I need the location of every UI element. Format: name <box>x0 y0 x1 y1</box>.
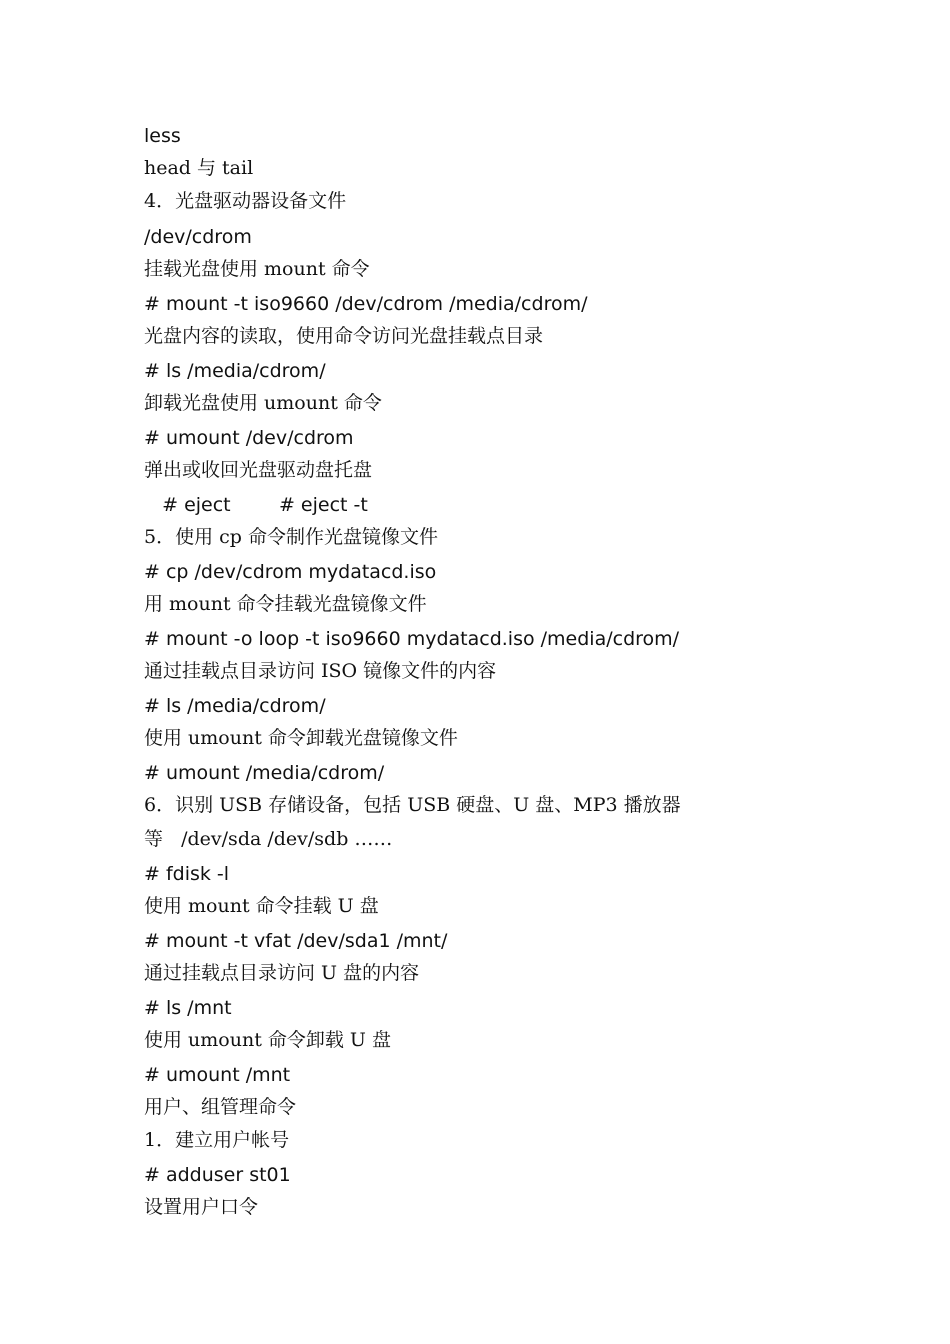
text-line: # eject # eject -t <box>144 494 368 516</box>
text-line: 通过挂载点目录访问 U 盘的内容 <box>144 962 420 984</box>
text-line: # fdisk -l <box>144 863 230 885</box>
text-line: 光盘内容的读取，使用命令访问光盘挂载点目录 <box>144 325 544 347</box>
text-line: # umount /dev/cdrom <box>144 427 354 449</box>
text-line: 通过挂载点目录访问 ISO 镜像文件的内容 <box>144 660 497 682</box>
text-line: head 与 tail <box>144 157 254 179</box>
text-line: # umount /mnt <box>144 1064 291 1086</box>
text-line: # ls /mnt <box>144 997 232 1019</box>
text-line: # cp /dev/cdrom mydatacd.iso <box>144 561 437 583</box>
text-line: 设置用户口令 <box>144 1196 259 1218</box>
text-line: # mount -t iso9660 /dev/cdrom /media/cdrom/ <box>144 293 588 315</box>
text-line: 使用 umount 命令卸载光盘镜像文件 <box>144 727 458 749</box>
text-line: 1．建立用户帐号 <box>144 1129 290 1151</box>
text-line: # mount -t vfat /dev/sda1 /mnt/ <box>144 930 448 952</box>
text-line: 挂载光盘使用 mount 命令 <box>144 258 370 280</box>
text-line: # mount -o loop -t iso9660 mydatacd.iso /media/cdrom/ <box>144 628 680 650</box>
text-line: 使用 mount 命令挂载 U 盘 <box>144 895 379 917</box>
text-line: 等 /dev/sda /dev/sdb …… <box>144 828 393 850</box>
text-line: # adduser st01 <box>144 1164 291 1186</box>
text-line: 卸载光盘使用 umount 命令 <box>144 392 382 414</box>
text-line: 5．使用 cp 命令制作光盘镜像文件 <box>144 526 438 548</box>
text-line: 4．光盘驱动器设备文件 <box>144 190 347 212</box>
text-line: 使用 umount 命令卸载 U 盘 <box>144 1029 391 1051</box>
text-line: 用 mount 命令挂载光盘镜像文件 <box>144 593 427 615</box>
text-line: /dev/cdrom <box>144 226 252 248</box>
text-line: # ls /media/cdrom/ <box>144 695 326 717</box>
text-line: # umount /media/cdrom/ <box>144 762 385 784</box>
text-line: 6．识别 USB 存储设备，包括 USB 硬盘、U 盘、MP3 播放器 <box>144 794 681 816</box>
text-line: 用户、组管理命令 <box>144 1096 297 1118</box>
text-line: 弹出或收回光盘驱动盘托盘 <box>144 459 373 481</box>
text-line: less <box>144 125 181 147</box>
text-line: # ls /media/cdrom/ <box>144 360 326 382</box>
